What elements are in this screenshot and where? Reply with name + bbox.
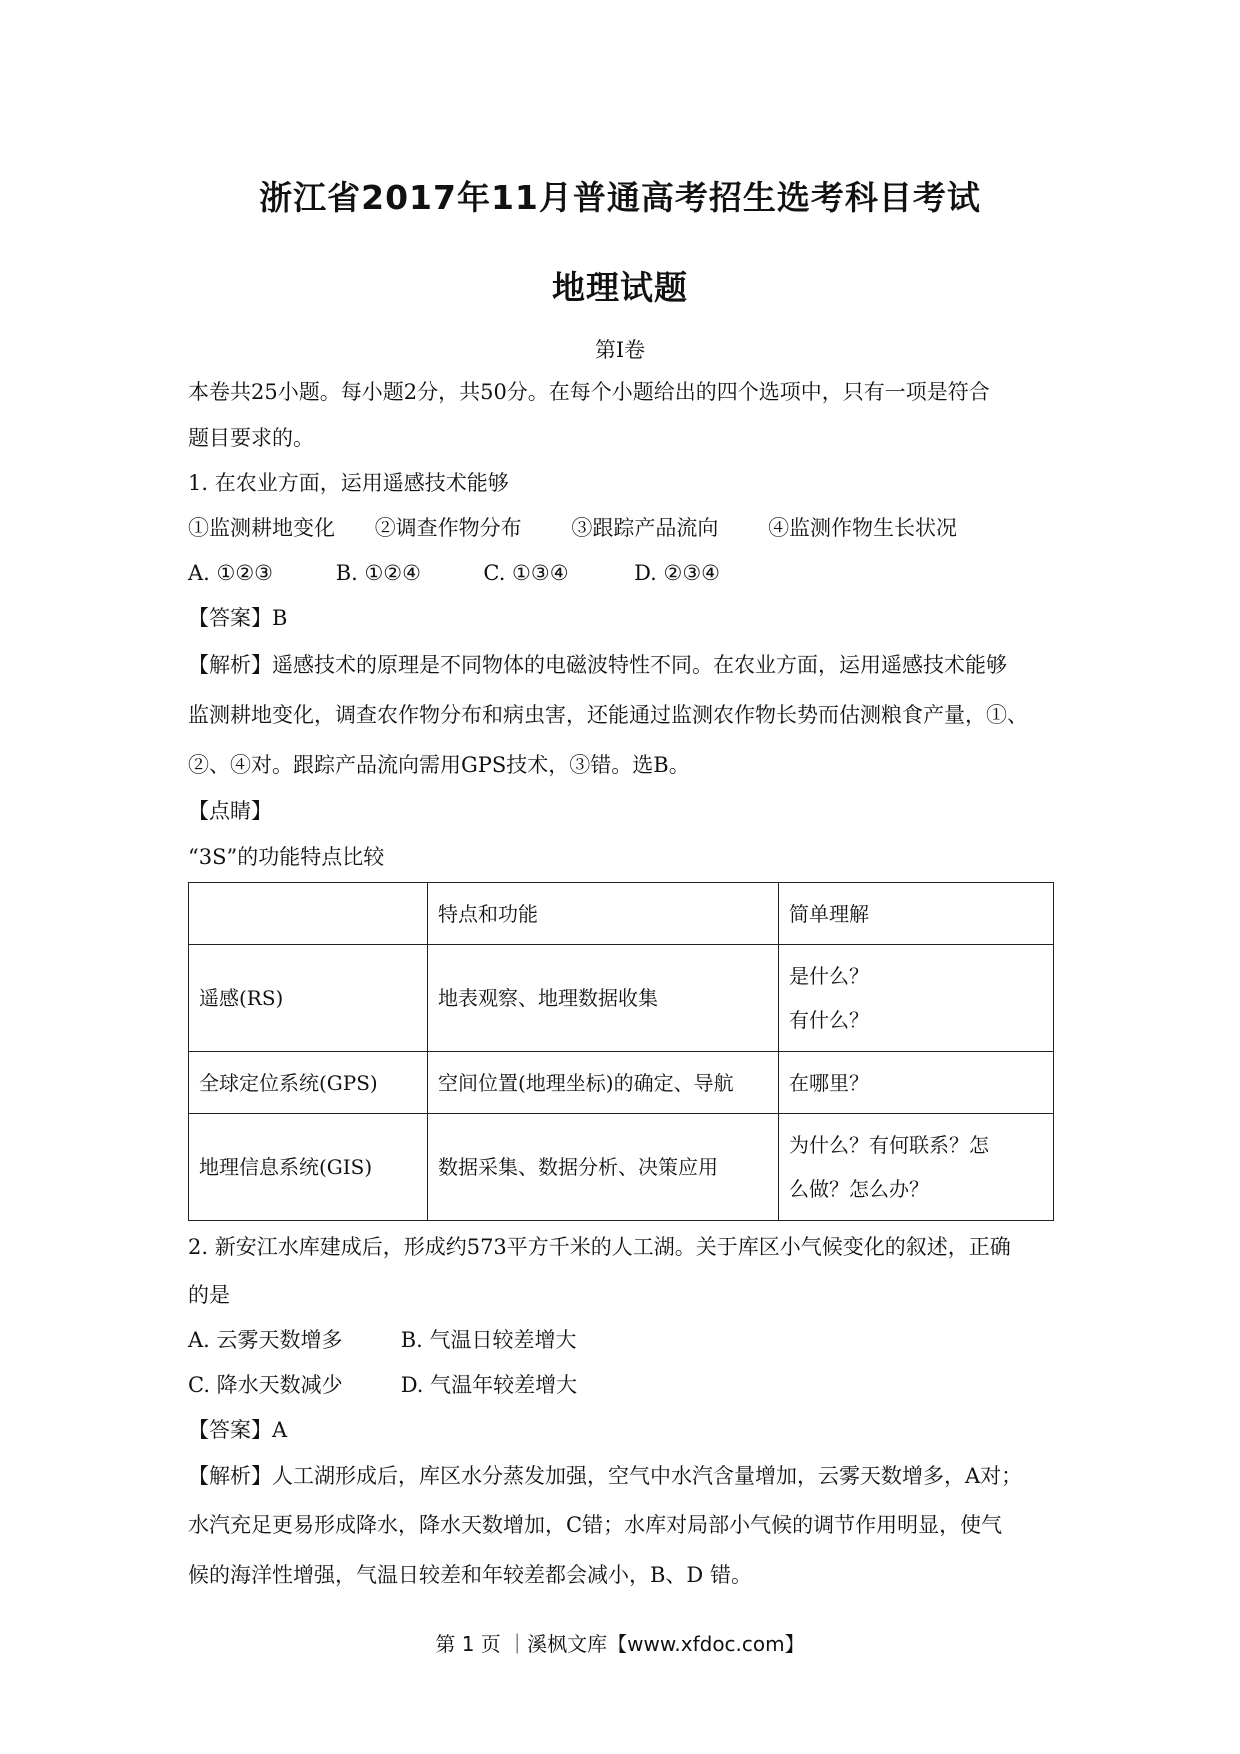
table-cell-line: 么做？怎么办？ xyxy=(789,1177,929,1201)
table-cell-line: 是什么？ xyxy=(789,964,869,988)
table-cell-line: 为什么？有何联系？怎 xyxy=(789,1133,989,1157)
q1-answer: 【答案】B xyxy=(188,606,288,630)
table-header-row xyxy=(189,883,1054,945)
q1-item: ④监测作物生长状况 xyxy=(768,516,958,540)
instructions-line-1: 本卷共25小题。每小题2分，共50分。在每个小题给出的四个选项中，只有一项是符合 xyxy=(188,380,990,404)
q2-answer: 【答案】A xyxy=(188,1418,288,1442)
q2-option-b: B. 气温日较差增大 xyxy=(400,1328,577,1352)
table-cell: 地表观察、地理数据收集 xyxy=(428,945,779,1052)
q2-stem-cont: 的是 xyxy=(188,1283,230,1307)
table-cell: 遥感(RS) xyxy=(189,945,428,1052)
table-caption: “3S”的功能特点比较 xyxy=(188,845,385,869)
q1-item: ①监测耕地变化 xyxy=(188,516,335,540)
q1-stem: 1. 在农业方面，运用遥感技术能够 xyxy=(188,471,509,495)
q1-options xyxy=(188,558,1058,588)
q2-options-row-1 xyxy=(188,1325,1058,1355)
3s-comparison-table xyxy=(188,882,1054,1221)
table-cell: 全球定位系统(GPS) xyxy=(189,1052,428,1114)
table-row xyxy=(189,1052,1054,1114)
table-cell: 在哪里？ xyxy=(779,1052,1054,1114)
table-cell xyxy=(779,945,1054,1052)
q2-stem: 2. 新安江水库建成后，形成约573平方千米的人工湖。关于库区小气候变化的叙述，正确 xyxy=(188,1235,1011,1259)
instructions-line-2: 题目要求的。 xyxy=(188,426,314,450)
page-title: 浙江省2017年11月普通高考招生选考科目考试 xyxy=(259,178,981,217)
q2-option-d: D. 气温年较差增大 xyxy=(400,1373,578,1397)
volume-heading: 第Ⅰ卷 xyxy=(594,338,646,362)
q2-option-c: C. 降水天数减少 xyxy=(188,1373,343,1397)
table-header-cell: 特点和功能 xyxy=(428,883,779,945)
page-footer: 第 1 页 ｜溪枫文库【www.xfdoc.com】 xyxy=(435,1632,805,1656)
q1-option-d: D. ②③④ xyxy=(634,561,720,585)
table-header-cell: 简单理解 xyxy=(779,883,1054,945)
table-cell: 地理信息系统(GIS) xyxy=(189,1114,428,1221)
table-cell xyxy=(779,1114,1054,1221)
q1-analysis-line: 【解析】遥感技术的原理是不同物体的电磁波特性不同。在农业方面，运用遥感技术能够 xyxy=(188,653,1007,677)
table-header-cell xyxy=(189,883,428,945)
q1-analysis-line: ②、④对。跟踪产品流向需用GPS技术，③错。选B。 xyxy=(188,753,690,777)
q1-items xyxy=(188,513,1058,543)
q1-item: ③跟踪产品流向 xyxy=(571,516,719,540)
q2-option-a: A. 云雾天数增多 xyxy=(188,1328,343,1352)
q2-analysis-line: 候的海洋性增强，气温日较差和年较差都会减小，B、D 错。 xyxy=(188,1563,752,1587)
q1-option-b: B. ①②④ xyxy=(335,561,421,585)
q2-options-row-2 xyxy=(188,1370,1058,1400)
q1-item: ②调查作物分布 xyxy=(374,516,522,540)
table-row xyxy=(189,1114,1054,1221)
table-cell-line: 有什么？ xyxy=(789,1008,869,1032)
q1-tip-label: 【点睛】 xyxy=(188,799,272,823)
q1-option-c: C. ①③④ xyxy=(483,561,569,585)
q1-option-a: A. ①②③ xyxy=(188,561,273,585)
q2-analysis-line: 【解析】人工湖形成后，库区水分蒸发加强，空气中水汽含量增加，云雾天数增多，A对； xyxy=(188,1464,1023,1488)
table-cell: 数据采集、数据分析、决策应用 xyxy=(428,1114,779,1221)
q2-analysis-line: 水汽充足更易形成降水，降水天数增加，C错；水库对局部小气候的调节作用明显，使气 xyxy=(188,1513,1003,1537)
q1-analysis-line: 监测耕地变化，调查农作物分布和病虫害，还能通过监测农作物长势而估测粮食产量，①、 xyxy=(188,703,1028,727)
page-subtitle: 地理试题 xyxy=(552,268,688,307)
table-row xyxy=(189,945,1054,1052)
table-cell: 空间位置(地理坐标)的确定、导航 xyxy=(428,1052,779,1114)
